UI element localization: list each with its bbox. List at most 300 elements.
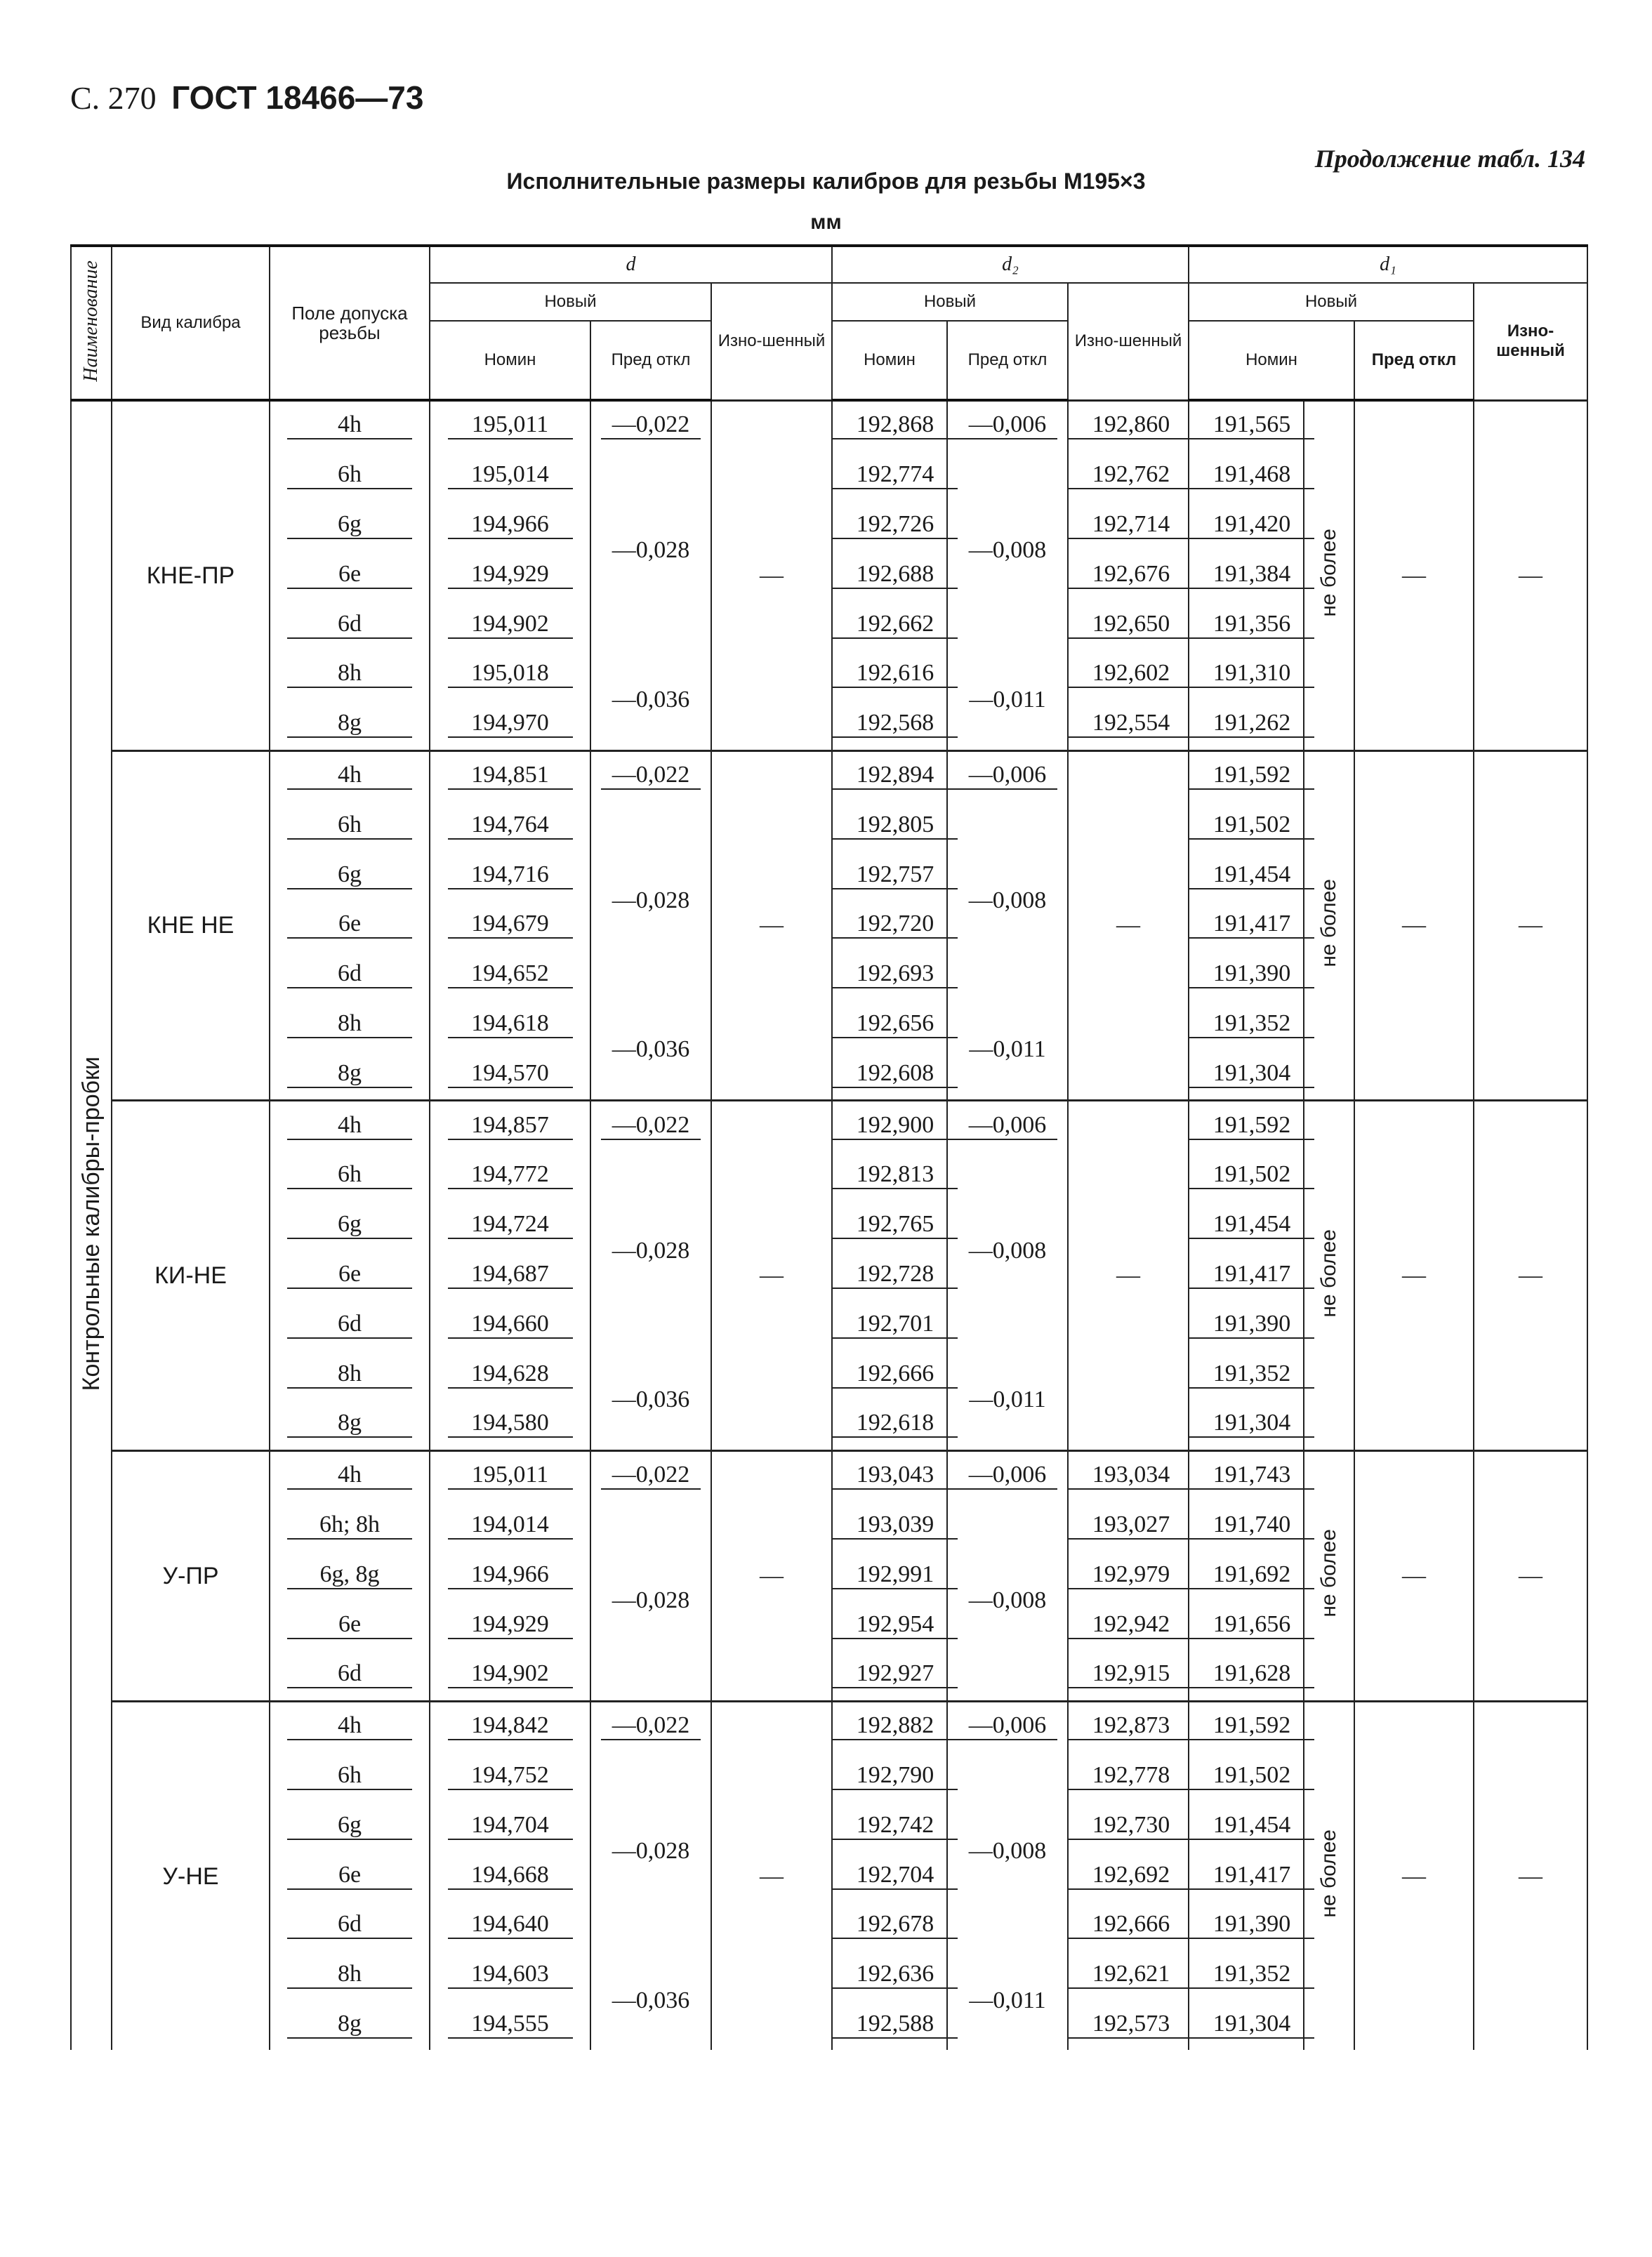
d2-worn-text: 192,942 <box>1069 1613 1194 1639</box>
d2-worn <box>1068 650 1189 700</box>
tolerance-field-text: 6h <box>287 1763 412 1790</box>
d2-nominal-text: 192,678 <box>833 1912 958 1939</box>
tolerance-field <box>270 1502 430 1551</box>
d-deviation <box>590 750 711 801</box>
tolerance-field <box>270 1201 430 1251</box>
d1-nominal <box>1189 1601 1304 1650</box>
d-nominal <box>430 901 590 951</box>
d1-nominal <box>1189 1251 1304 1301</box>
d1-deviation: — <box>1354 400 1474 750</box>
d1-nominal <box>1189 2001 1304 2051</box>
category-cell <box>71 400 112 2050</box>
d1-nominal <box>1189 451 1304 501</box>
d1-nominal-text: 191,390 <box>1189 1312 1314 1339</box>
d2-worn-text: 192,676 <box>1069 562 1194 589</box>
d2-deviation <box>947 750 1068 801</box>
d2-deviation <box>947 400 1068 451</box>
d-nominal <box>430 1502 590 1551</box>
d-nominal-text: 194,929 <box>448 562 573 589</box>
tolerance-field-text: 4h <box>287 1113 412 1140</box>
d-nominal <box>430 750 590 801</box>
d-nominal-text: 194,857 <box>448 1113 573 1140</box>
d-deviation-text: —0,022 <box>601 1714 701 1740</box>
d-deviation-text: —0,022 <box>601 413 701 439</box>
d-nominal-text: 195,018 <box>448 661 573 688</box>
d1-nominal <box>1189 1801 1304 1851</box>
d2-deviation: —0,008 <box>947 1502 1068 1702</box>
d-nominal <box>430 1000 590 1050</box>
tolerance-field-text: 6e <box>287 1863 412 1890</box>
tolerance-field-text: 8h <box>287 1962 412 1989</box>
d1-nominal-text: 191,502 <box>1189 1763 1314 1790</box>
d1-nominal-text: 191,420 <box>1189 512 1314 539</box>
tolerance-field <box>270 650 430 700</box>
d2-nominal <box>832 1801 947 1851</box>
d2-nominal-text: 192,616 <box>833 661 958 688</box>
d2-nominal-text: 192,868 <box>833 413 958 439</box>
d-worn: — <box>711 1450 832 1701</box>
d-nominal <box>430 1300 590 1350</box>
d2-deviation: —0,011 <box>947 1350 1068 1450</box>
d2-nominal <box>832 1350 947 1400</box>
d-deviation: —0,028 <box>590 451 711 650</box>
tolerance-field <box>270 801 430 851</box>
d-nominal-text: 194,704 <box>448 1813 573 1840</box>
d1-nominal-text: 191,502 <box>1189 1163 1314 1189</box>
d1-nominal <box>1189 851 1304 901</box>
d2-nominal-text: 192,588 <box>833 2012 958 2039</box>
tolerance-field-text: 6d <box>287 1912 412 1939</box>
d2-nominal-text: 192,900 <box>833 1113 958 1140</box>
d-nominal <box>430 1151 590 1201</box>
d-nominal <box>430 1851 590 1901</box>
d-nominal-text: 194,652 <box>448 962 573 988</box>
d2-worn <box>1068 1450 1189 1501</box>
d2-worn <box>1068 1650 1189 1701</box>
d1-nominal <box>1189 550 1304 600</box>
d1-nominal-text: 191,592 <box>1189 1113 1314 1140</box>
d2-nominal <box>832 1752 947 1802</box>
header-d2-worn: Изно-шенный <box>1068 283 1189 400</box>
d1-nominal <box>1189 951 1304 1000</box>
d-nominal <box>430 1050 590 1100</box>
d1-nominal-text: 191,743 <box>1189 1463 1314 1490</box>
d2-worn-text: 192,915 <box>1069 1662 1194 1688</box>
tolerance-field-text: 6d <box>287 962 412 988</box>
d-nominal-text: 194,966 <box>448 512 573 539</box>
d-nominal-text: 194,716 <box>448 863 573 889</box>
d2-worn-text: 193,034 <box>1069 1463 1194 1490</box>
tolerance-field <box>270 750 430 801</box>
d1-nominal-text: 191,390 <box>1189 1912 1314 1939</box>
tolerance-field-text: 6h <box>287 813 412 840</box>
d2-deviation: —0,011 <box>947 1000 1068 1101</box>
d1-nominal-text: 191,390 <box>1189 962 1314 988</box>
table-caption: Исполнительные размеры калибров для резьбы М195×3 <box>506 168 1146 194</box>
tolerance-field <box>270 501 430 551</box>
d2-nominal-text: 193,043 <box>833 1463 958 1490</box>
d-nominal <box>430 1801 590 1851</box>
tolerance-field <box>270 1551 430 1601</box>
d1-nominal <box>1189 400 1304 451</box>
d2-worn-text: 192,730 <box>1069 1813 1194 1840</box>
category-label: Контрольные калибры-пробки <box>78 1056 105 1391</box>
d2-nominal <box>832 700 947 750</box>
d1-nominal <box>1189 1951 1304 2001</box>
d1-nominal-text: 191,304 <box>1189 1061 1314 1088</box>
d-nominal <box>430 801 590 851</box>
d-nominal-text: 194,660 <box>448 1312 573 1339</box>
tolerance-field-text: 6g <box>287 512 412 539</box>
d1-nominal <box>1189 1502 1304 1551</box>
d-nominal-text: 194,555 <box>448 2012 573 2039</box>
d-nominal-text: 195,014 <box>448 463 573 489</box>
d2-nominal-text: 192,656 <box>833 1012 958 1038</box>
tolerance-field <box>270 700 430 750</box>
d2-deviation <box>947 1101 1068 1151</box>
d2-nominal <box>832 951 947 1000</box>
header-d1: d₁ <box>1189 246 1587 283</box>
d-deviation <box>590 1101 711 1151</box>
d-nominal <box>430 851 590 901</box>
tolerance-field <box>270 951 430 1000</box>
d-nominal <box>430 1901 590 1951</box>
d2-deviation-text: —0,006 <box>958 413 1058 439</box>
not-more-text: не более <box>1317 1529 1341 1618</box>
tolerance-field-text: 8h <box>287 661 412 688</box>
tolerance-field <box>270 1000 430 1050</box>
d2-worn-text: 192,778 <box>1069 1763 1194 1790</box>
d-deviation-text: —0,022 <box>601 1463 701 1490</box>
d1-nominal-text: 191,454 <box>1189 863 1314 889</box>
d2-worn <box>1068 550 1189 600</box>
d2-nominal <box>832 600 947 650</box>
d2-worn-text: 192,692 <box>1069 1863 1194 1890</box>
d2-nominal-text: 192,720 <box>833 912 958 939</box>
d1-nominal <box>1189 1050 1304 1100</box>
d2-nominal-text: 192,813 <box>833 1163 958 1189</box>
d2-nominal-text: 192,662 <box>833 612 958 639</box>
d-nominal-text: 194,752 <box>448 1763 573 1790</box>
unit-label: мм <box>810 211 842 234</box>
tolerance-field-text: 6g <box>287 1212 412 1239</box>
d1-nominal-text: 191,417 <box>1189 1863 1314 1890</box>
d2-worn-text: 192,873 <box>1069 1714 1194 1740</box>
d-nominal <box>430 650 590 700</box>
d1-nominal <box>1189 901 1304 951</box>
table-row <box>71 750 1587 801</box>
tolerance-field <box>270 1251 430 1301</box>
d-worn: — <box>711 750 832 1101</box>
d2-worn-text: 192,621 <box>1069 1962 1194 1989</box>
d1-nominal <box>1189 750 1304 801</box>
d-deviation: —0,036 <box>590 650 711 750</box>
d-nominal <box>430 1951 590 2001</box>
d-deviation: —0,028 <box>590 1502 711 1702</box>
d2-nominal <box>832 851 947 901</box>
header-d1-new: Новый <box>1189 283 1474 321</box>
d-nominal-text: 194,679 <box>448 912 573 939</box>
d-nominal <box>430 1201 590 1251</box>
d1-nominal-text: 191,592 <box>1189 1714 1314 1740</box>
d2-deviation-text: —0,006 <box>958 1714 1058 1740</box>
d2-worn-text: 193,027 <box>1069 1513 1194 1540</box>
d2-nominal <box>832 1601 947 1650</box>
d-deviation: —0,028 <box>590 801 711 1000</box>
table-row <box>71 1450 1587 1501</box>
d2-nominal-text: 192,688 <box>833 562 958 589</box>
d2-nominal <box>832 1400 947 1450</box>
d2-worn <box>1068 451 1189 501</box>
d2-nominal-text: 192,774 <box>833 463 958 489</box>
tolerance-field <box>270 2001 430 2051</box>
d1-nominal-text: 191,565 <box>1189 413 1314 439</box>
d2-nominal <box>832 550 947 600</box>
d-nominal-text: 194,570 <box>448 1061 573 1088</box>
d-nominal <box>430 600 590 650</box>
d1-nominal <box>1189 1752 1304 1802</box>
d2-nominal <box>832 650 947 700</box>
tolerance-field-text: 6g <box>287 1813 412 1840</box>
tolerance-field-text: 6e <box>287 1262 412 1289</box>
d-nominal <box>430 501 590 551</box>
d1-nominal <box>1189 1300 1304 1350</box>
tolerance-field <box>270 1851 430 1901</box>
d2-nominal-text: 192,790 <box>833 1763 958 1790</box>
d2-worn <box>1068 1701 1189 1752</box>
d-nominal-text: 194,603 <box>448 1962 573 1989</box>
d-nominal-text: 194,902 <box>448 1662 573 1688</box>
tolerance-field <box>270 901 430 951</box>
d2-nominal <box>832 451 947 501</box>
d2-nominal-text: 192,927 <box>833 1662 958 1688</box>
d2-deviation-text: —0,006 <box>958 1463 1058 1490</box>
d1-nominal-text: 191,592 <box>1189 763 1314 790</box>
d1-nominal <box>1189 1350 1304 1400</box>
page-header <box>70 79 423 117</box>
tolerance-field-text: 6h <box>287 463 412 489</box>
d2-deviation: —0,008 <box>947 1752 1068 1951</box>
d1-worn: — <box>1474 1450 1587 1701</box>
gauge-name: КИ-НЕ <box>112 1101 270 1451</box>
d2-nominal-text: 192,954 <box>833 1613 958 1639</box>
header-name: Наименование <box>71 246 112 400</box>
d2-nominal-text: 192,704 <box>833 1863 958 1890</box>
d1-nominal-text: 191,352 <box>1189 1962 1314 1989</box>
d1-deviation: — <box>1354 750 1474 1101</box>
d1-nominal-text: 191,304 <box>1189 1411 1314 1438</box>
d1-nominal <box>1189 1000 1304 1050</box>
tolerance-field-text: 8g <box>287 1061 412 1088</box>
d1-worn: — <box>1474 1101 1587 1451</box>
d-worn: — <box>711 1701 832 2050</box>
d1-deviation: — <box>1354 1101 1474 1451</box>
d-nominal-text: 194,902 <box>448 612 573 639</box>
header-d1-deviation: Пред откл <box>1354 321 1474 400</box>
header-tolerance-field: Поле допуска резьбы <box>270 246 430 400</box>
d-nominal-text: 194,970 <box>448 711 573 738</box>
table-row <box>71 1101 1587 1151</box>
d-nominal-text: 194,772 <box>448 1163 573 1189</box>
d2-worn-text: 192,650 <box>1069 612 1194 639</box>
tolerance-field-text: 6h; 8h <box>287 1513 412 1540</box>
d-nominal <box>430 1450 590 1501</box>
d2-nominal-text: 192,701 <box>833 1312 958 1339</box>
d2-worn-text: 192,979 <box>1069 1563 1194 1589</box>
tolerance-field <box>270 550 430 600</box>
d2-worn <box>1068 1901 1189 1951</box>
tolerance-field-text: 8g <box>287 1411 412 1438</box>
d1-nominal <box>1189 1851 1304 1901</box>
d-nominal-text: 195,011 <box>448 1463 573 1490</box>
d2-nominal <box>832 1650 947 1701</box>
d1-nominal-text: 191,468 <box>1189 463 1314 489</box>
d2-worn-text: 192,573 <box>1069 2012 1194 2039</box>
d1-nominal <box>1189 801 1304 851</box>
d-nominal <box>430 1752 590 1802</box>
d-nominal-text: 194,966 <box>448 1563 573 1589</box>
d2-worn-text: 192,714 <box>1069 512 1194 539</box>
tolerance-field <box>270 1951 430 2001</box>
d2-worn <box>1068 1502 1189 1551</box>
d2-nominal-text: 192,608 <box>833 1061 958 1088</box>
d1-nominal <box>1189 1201 1304 1251</box>
tolerance-field <box>270 1601 430 1650</box>
d-nominal <box>430 2001 590 2051</box>
d2-nominal-text: 192,882 <box>833 1714 958 1740</box>
d1-nominal <box>1189 1901 1304 1951</box>
d2-nominal <box>832 2001 947 2051</box>
d-nominal-text: 194,851 <box>448 763 573 790</box>
d2-deviation-text: —0,006 <box>958 1113 1058 1140</box>
d-nominal-text: 194,580 <box>448 1411 573 1438</box>
d-nominal <box>430 451 590 501</box>
d2-deviation: —0,008 <box>947 1151 1068 1350</box>
d2-nominal-text: 192,728 <box>833 1262 958 1289</box>
d2-nominal <box>832 1450 947 1501</box>
not-more-text: не более <box>1317 879 1341 967</box>
tolerance-field <box>270 1300 430 1350</box>
d-deviation-text: —0,022 <box>601 763 701 790</box>
d-deviation: —0,036 <box>590 1000 711 1101</box>
d1-nominal-text: 191,352 <box>1189 1012 1314 1038</box>
d1-nominal <box>1189 600 1304 650</box>
d2-deviation: —0,008 <box>947 451 1068 650</box>
tolerance-field <box>270 1801 430 1851</box>
d-nominal <box>430 1251 590 1301</box>
not-more-text: не более <box>1317 1229 1341 1318</box>
d-deviation: —0,028 <box>590 1151 711 1350</box>
d1-nominal <box>1189 1101 1304 1151</box>
d2-deviation <box>947 1701 1068 1752</box>
d2-worn <box>1068 1601 1189 1650</box>
tolerance-field-text: 6g <box>287 863 412 889</box>
d1-nominal-text: 191,384 <box>1189 562 1314 589</box>
d2-worn <box>1068 400 1189 451</box>
tolerance-field <box>270 851 430 901</box>
d1-nominal-text: 191,352 <box>1189 1362 1314 1389</box>
tolerance-field <box>270 1050 430 1100</box>
tolerance-field-text: 4h <box>287 1714 412 1740</box>
d1-nominal-text: 191,310 <box>1189 661 1314 688</box>
d1-worn: — <box>1474 750 1587 1101</box>
d-nominal-text: 194,640 <box>448 1912 573 1939</box>
header-d2-deviation: Пред откл <box>947 321 1068 400</box>
d2-deviation <box>947 1450 1068 1501</box>
d1-nominal <box>1189 1551 1304 1601</box>
tolerance-field <box>270 1901 430 1951</box>
d2-nominal-text: 192,568 <box>833 711 958 738</box>
tolerance-field-text: 6e <box>287 912 412 939</box>
table-row <box>71 1701 1587 1752</box>
d1-nominal <box>1189 650 1304 700</box>
tolerance-field <box>270 1151 430 1201</box>
d-nominal-text: 194,929 <box>448 1613 573 1639</box>
tolerance-field-text: 6h <box>287 1163 412 1189</box>
d1-nominal <box>1189 700 1304 750</box>
d2-nominal <box>832 1551 947 1601</box>
tolerance-field <box>270 1650 430 1701</box>
d2-nominal-text: 193,039 <box>833 1513 958 1540</box>
d2-deviation: —0,008 <box>947 801 1068 1000</box>
gauge-name: КНЕ-ПР <box>112 400 270 750</box>
tolerance-field <box>270 1350 430 1400</box>
d2-nominal <box>832 501 947 551</box>
d1-deviation: — <box>1354 1450 1474 1701</box>
header-d2: d₂ <box>832 246 1189 283</box>
d-deviation <box>590 1701 711 1752</box>
tolerance-field-text: 4h <box>287 763 412 790</box>
header-d: d <box>430 246 832 283</box>
d2-nominal <box>832 750 947 801</box>
d-deviation <box>590 1450 711 1501</box>
d-nominal-text: 194,628 <box>448 1362 573 1389</box>
d2-nominal-text: 192,636 <box>833 1962 958 1989</box>
d1-nominal-text: 191,454 <box>1189 1813 1314 1840</box>
d1-nominal-text: 191,356 <box>1189 612 1314 639</box>
header-d-worn: Изно-шенный <box>711 283 832 400</box>
d1-nominal <box>1189 1450 1304 1501</box>
tolerance-field <box>270 1400 430 1450</box>
d1-nominal <box>1189 1701 1304 1752</box>
d1-nominal-text: 191,628 <box>1189 1662 1314 1688</box>
tolerance-field <box>270 400 430 451</box>
d-nominal-text: 194,687 <box>448 1262 573 1289</box>
d2-nominal <box>832 1951 947 2001</box>
d2-nominal <box>832 901 947 951</box>
gauge-dimensions-table <box>70 244 1588 2050</box>
d-nominal <box>430 1701 590 1752</box>
tolerance-field-text: 8g <box>287 711 412 738</box>
header-d2-new: Новый <box>832 283 1068 321</box>
d-worn: — <box>711 1101 832 1451</box>
d2-worn-text: 192,762 <box>1069 463 1194 489</box>
d-nominal <box>430 1400 590 1450</box>
d-nominal-text: 194,764 <box>448 813 573 840</box>
d2-worn <box>1068 700 1189 750</box>
d1-nominal <box>1189 1400 1304 1450</box>
d-nominal-text: 194,668 <box>448 1863 573 1890</box>
d-nominal-text: 194,014 <box>448 1513 573 1540</box>
d2-nominal <box>832 1000 947 1050</box>
d2-nominal-text: 192,742 <box>833 1813 958 1840</box>
not-more-text: не более <box>1317 529 1341 618</box>
d2-worn: — <box>1068 750 1189 1101</box>
header-d-new: Новый <box>430 283 711 321</box>
d2-worn <box>1068 1752 1189 1802</box>
d2-nominal-text: 192,726 <box>833 512 958 539</box>
d1-deviation: — <box>1354 1701 1474 2050</box>
